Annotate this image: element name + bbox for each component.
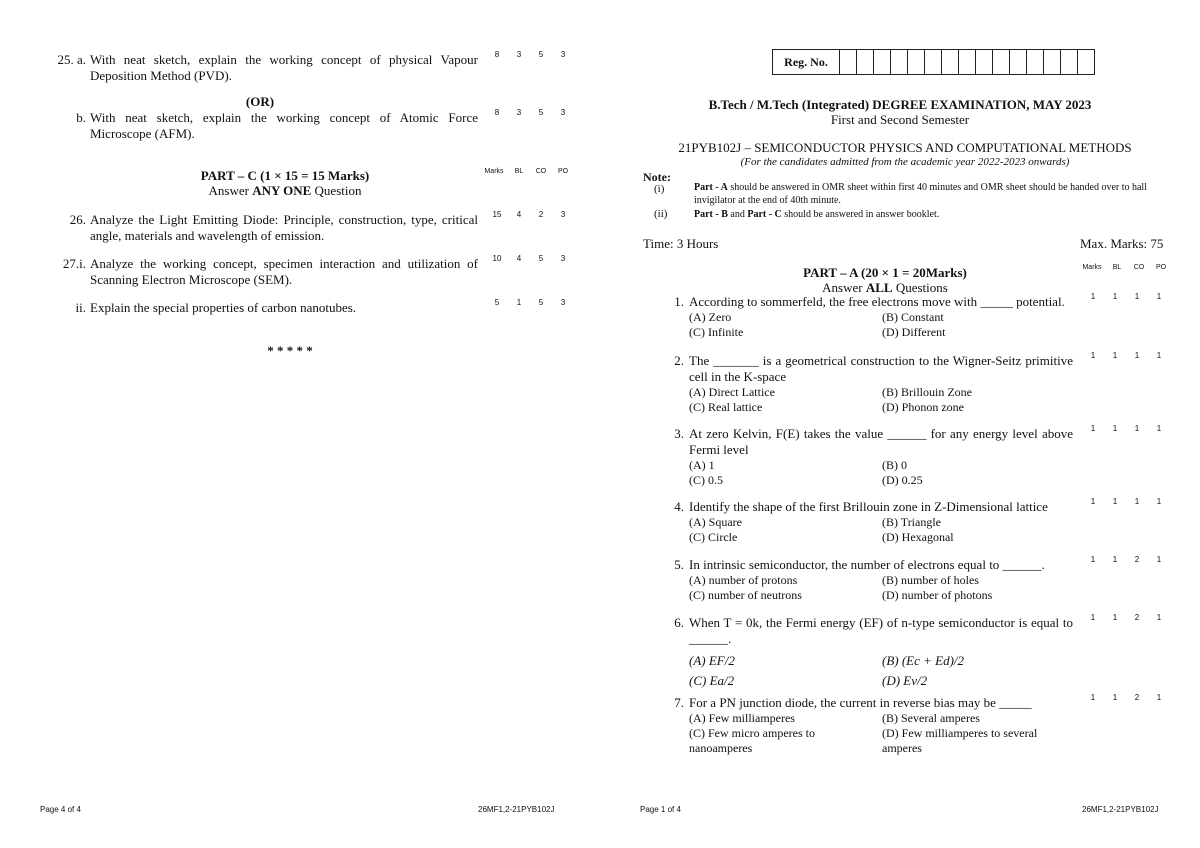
question-marks: 1 1 2 1 (1090, 613, 1162, 622)
answer-option: (B) Brillouin Zone (882, 385, 972, 399)
answer-option: (D) Phonon zone (882, 400, 964, 414)
answer-option: (C) Few micro amperes to nanoamperes (689, 726, 815, 755)
question-number: 2. (674, 353, 684, 368)
reg-no-cell (856, 50, 873, 74)
reg-no-label: Reg. No. (784, 55, 828, 69)
answer-option: (B) number of holes (882, 573, 979, 587)
answer-option: (B) Several amperes (882, 711, 980, 725)
candidates-note: (For the candidates admitted from the academic year 2022-2023 onwards) (740, 156, 1070, 168)
q25a-text: With neat sketch, explain the working concept of physical Vapour Deposition Method (PVD). (90, 52, 478, 83)
question-marks: 1 1 1 1 (1090, 292, 1162, 301)
question-text: Identify the shape of the first Brillouin zone in Z-Dimensional lattice (689, 499, 1048, 514)
reg-no-cell (975, 50, 992, 74)
q27ii-number: ii. (75, 300, 86, 315)
note-ii-number: (ii) (654, 208, 668, 220)
answer-option: (D) Different (882, 325, 946, 339)
answer-option: (D) number of photons (882, 588, 993, 602)
answer-option: (A) Zero (689, 310, 732, 324)
answer-option: (C) number of neutrons (689, 588, 802, 602)
q27ii-text: Explain the special properties of carbon nanotubes. (90, 300, 357, 315)
question-text: When T = 0k, the Fermi energy (EF) of n-type semiconductor is equal to ______. (689, 615, 1073, 646)
q27-text: Analyze the working concept, specimen interaction and utilization of Scanning Electron Microscope (SEM). (90, 256, 478, 287)
q26-text: Analyze the Light Emitting Diode: Principle, construction, type, critical angle, materials and wavelength of emission. (90, 212, 478, 243)
reg-no-cell (1077, 50, 1094, 74)
question-marks: 1 1 1 1 (1090, 351, 1162, 360)
answer-option: (A) EF/2 (689, 653, 735, 668)
question-marks: 1 1 1 1 (1090, 424, 1162, 433)
question-number: 5. (674, 557, 684, 572)
part-a-headers: Marks BL CO PO (1082, 264, 1167, 271)
answer-option: (D) Few milliamperes to several amperes (882, 726, 1038, 755)
question-number: 1. (674, 294, 684, 309)
reg-no-cell (924, 50, 941, 74)
answer-option: (A) Few milliamperes (689, 711, 795, 725)
semester: First and Second Semester (830, 112, 970, 127)
part-c-subtitle: Answer ANY ONE Question (208, 183, 362, 198)
footer-code-right: 26MF1,2-21PYB102J (1082, 805, 1159, 814)
answer-option: (D) Ev/2 (882, 673, 928, 688)
reg-no-cell (941, 50, 958, 74)
answer-option: (C) Circle (689, 530, 738, 544)
answer-option: (D) Hexagonal (882, 530, 954, 544)
question-number: 7. (674, 695, 684, 710)
footer-page-number-left: Page 4 of 4 (40, 805, 81, 814)
answer-option: (C) Infinite (689, 325, 744, 339)
answer-option: (A) number of protons (689, 573, 798, 587)
reg-no-cell (958, 50, 975, 74)
answer-option: (A) Square (689, 515, 742, 529)
note-i-text: Part - A should be answered in OMR sheet within first 40 minutes and OMR sheet should be handed over to hall invigilator at the end of 40th minute. (694, 182, 1147, 206)
note-label: Note: (643, 170, 671, 184)
question-marks: 1 1 2 1 (1090, 693, 1162, 702)
answer-option: (B) (Ec + Ed)/2 (882, 653, 965, 668)
footer-page-number-right: Page 1 of 4 (640, 805, 681, 814)
q25a-marks: 8 3 5 3 (494, 50, 566, 59)
reg-no-cell (992, 50, 1009, 74)
reg-no-cell (1060, 50, 1077, 74)
q26-number: 26. (69, 212, 86, 227)
part-c-headers: Marks BL CO PO (484, 168, 569, 175)
reg-no-box (772, 49, 1095, 75)
course-title: 21PYB102J – SEMICONDUCTOR PHYSICS AND COMPUTATIONAL METHODS (678, 140, 1132, 155)
exam-page-1 (600, 0, 1200, 848)
answer-option: (A) 1 (689, 458, 715, 472)
answer-option: (D) 0.25 (882, 473, 923, 487)
end-stars: * * * * * (267, 343, 313, 358)
reg-no-cell (839, 50, 856, 74)
note-ii-text: Part - B and Part - C should be answered in answer booklet. (694, 209, 940, 220)
note-i-number: (i) (654, 183, 665, 195)
question-text: At zero Kelvin, F(E) takes the value ______ for any energy level above Fermi level (689, 426, 1073, 457)
question-text: In intrinsic semiconductor, the number of electrons equal to ______. (689, 557, 1045, 572)
footer-code-left: 26MF1,2-21PYB102J (478, 805, 555, 814)
exam-time: Time: 3 Hours (643, 236, 719, 251)
q25b-marks: 8 3 5 3 (494, 108, 566, 117)
question-number: 3. (674, 426, 684, 441)
reg-no-cell (1009, 50, 1026, 74)
q27ii-marks: 5 1 5 3 (494, 298, 566, 307)
question-text: The _______ is a geometrical construction to the Wigner-Seitz primitive cell in the K-space (689, 353, 1073, 384)
reg-no-cell (873, 50, 890, 74)
question-text: For a PN junction diode, the current in reverse bias may be _____ (689, 695, 1032, 710)
q25-number: 25. a. (57, 52, 86, 67)
reg-no-cell (907, 50, 924, 74)
answer-option: (B) Constant (882, 310, 944, 324)
exam-title: B.Tech / M.Tech (Integrated) DEGREE EXAMINATION, MAY 2023 (708, 97, 1092, 112)
answer-option: (B) Triangle (882, 515, 942, 529)
question-text: According to sommerfeld, the free electrons move with _____ potential. (689, 294, 1065, 309)
part-a-subtitle: Answer ALL Questions (822, 280, 948, 295)
or-separator: (OR) (245, 94, 275, 109)
part-a-title: PART – A (20 × 1 = 20Marks) (803, 265, 967, 280)
q27-marks: 10 4 5 3 (492, 254, 566, 263)
answer-option: (C) 0.5 (689, 473, 723, 487)
max-marks: Max. Marks: 75 (1080, 236, 1164, 251)
q25b-number: b. (76, 110, 86, 125)
answer-option: (A) Direct Lattice (689, 385, 775, 399)
answer-option: (B) 0 (882, 458, 907, 472)
question-marks: 1 1 1 1 (1090, 497, 1162, 506)
question-number: 6. (674, 615, 684, 630)
question-marks: 1 1 2 1 (1090, 555, 1162, 564)
q27-number: 27.i. (62, 256, 86, 271)
q26-marks: 15 4 2 3 (492, 210, 566, 219)
answer-option: (C) Ea/2 (689, 673, 735, 688)
part-c-title: PART – C (1 × 15 = 15 Marks) (200, 168, 370, 183)
reg-no-cell (1026, 50, 1043, 74)
reg-no-cell (890, 50, 907, 74)
reg-no-cell (1043, 50, 1060, 74)
answer-option: (C) Real lattice (689, 400, 763, 414)
question-number: 4. (674, 499, 684, 514)
q25b-text: With neat sketch, explain the working concept of Atomic Force Microscope (AFM). (90, 110, 478, 141)
